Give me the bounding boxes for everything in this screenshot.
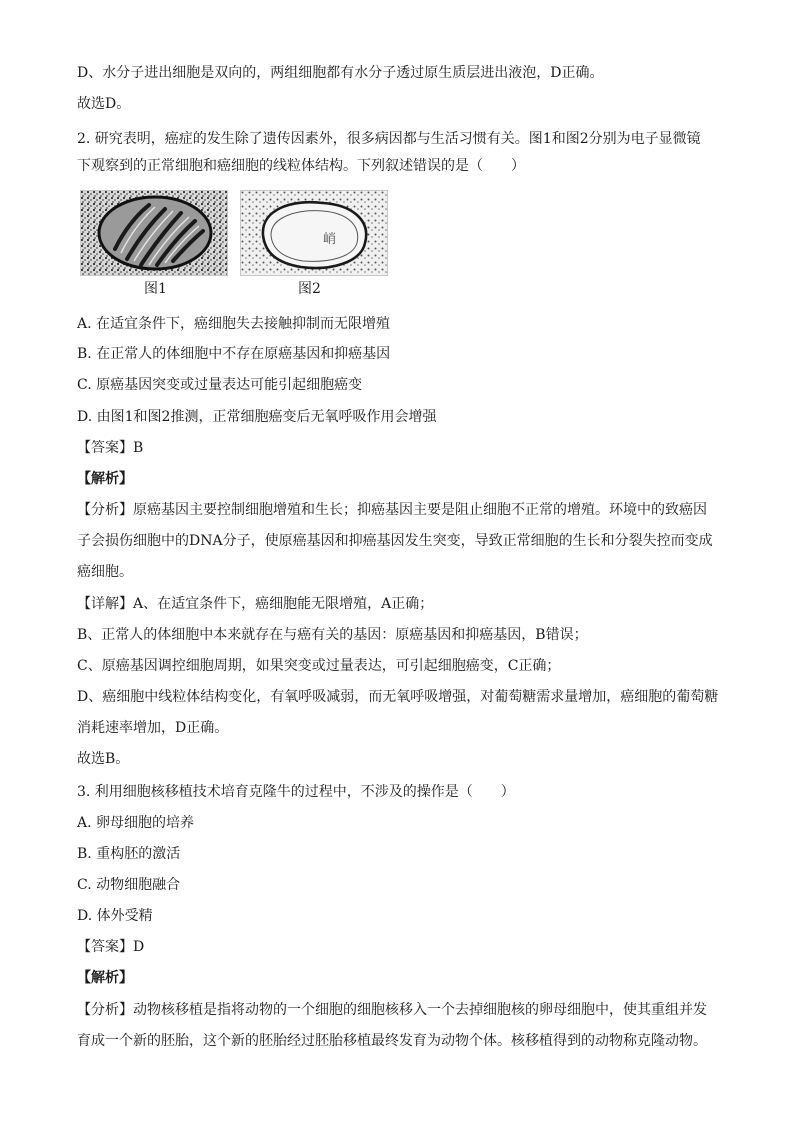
q3-option-c: C. 动物细胞融合 — [77, 877, 181, 893]
q2-analysis-line: 子会损伤细胞中的DNA分子，使原癌基因和抑癌基因发生突变，导致正常细胞的生长和分裂失控而变成 — [77, 533, 713, 549]
prev-option-d-explanation: D、水分子进出细胞是双向的，两组细胞都有水分子透过原生质层进出液泡，D正确。 — [77, 65, 604, 81]
q2-stem-line-2: 下观察到的正常细胞和癌细胞的线粒体结构。下列叙述错误的是（ ） — [77, 158, 525, 174]
q2-conclusion: 故选B。 — [77, 751, 130, 767]
figure-1-image — [81, 191, 227, 275]
prev-conclusion: 故选D。 — [77, 96, 131, 112]
q2-answer: 【答案】B — [77, 440, 144, 456]
figure-2-caption: 图2 — [298, 281, 321, 297]
figure-2-label: 峭 — [323, 232, 337, 247]
figure-2-image — [241, 191, 387, 275]
q3-analysis-line: 【分析】动物核移植是指将动物的一个细胞的细胞核移入一个去掉细胞核的卵母细胞中，使其重组并发 — [77, 1002, 707, 1018]
q3-answer: 【答案】D — [77, 939, 145, 955]
q2-stem-line-1: 2. 研究表明，癌症的发生除了遗传因素外，很多病因都与生活习惯有关。图1和图2分别为电子显微镜 — [77, 131, 701, 147]
q2-option-d: D. 由图1和图2推测，正常细胞癌变后无氧呼吸作用会增强 — [77, 409, 437, 425]
q2-option-a: A. 在适宜条件下，癌细胞失去接触抑制而无限增殖 — [77, 316, 391, 332]
q3-analysis-heading: 【解析】 — [77, 970, 133, 986]
q2-analysis-heading: 【解析】 — [77, 471, 133, 487]
figure-1-caption: 图1 — [144, 281, 167, 297]
q2-detail-line: B、正常人的体细胞中本来就存在与癌有关的基因：原癌基因和抑癌基因，B错误； — [77, 627, 588, 643]
mitochondria-figures — [80, 190, 400, 300]
q2-option-c: C. 原癌基因突变或过量表达可能引起细胞癌变 — [77, 377, 363, 393]
q3-stem: 3. 利用细胞核移植技术培育克隆牛的过程中，不涉及的操作是（ ） — [77, 784, 515, 800]
q3-option-a: A. 卵母细胞的培养 — [77, 815, 195, 831]
q2-option-b: B. 在正常人的体细胞中不存在原癌基因和抑癌基因 — [77, 346, 391, 362]
q2-analysis-line: 癌细胞。 — [77, 564, 133, 580]
q2-analysis-line: 【分析】原癌基因主要控制细胞增殖和生长；抑癌基因主要是阻止细胞不正常的增殖。环境中的致癌因 — [77, 502, 707, 518]
figure-2-cancer-mitochondrion — [240, 190, 388, 276]
figure-1-normal-mitochondrion — [80, 190, 228, 276]
q2-detail-line: D、癌细胞中线粒体结构变化，有氧呼吸减弱，而无氧呼吸增强，对葡萄糖需求量增加，癌细胞的葡萄糖 — [77, 689, 719, 705]
q3-analysis-line: 育成一个新的胚胎，这个新的胚胎经过胚胎移植最终发育为动物个体。核移植得到的动物称克隆动物。 — [77, 1033, 707, 1049]
q2-detail-line: C、原癌基因调控细胞周期，如果突变或过量表达，可引起细胞癌变，C正确； — [77, 658, 561, 674]
q2-detail-line: 【详解】A、在适宜条件下，癌细胞能无限增殖，A正确； — [77, 596, 434, 612]
q3-option-b: B. 重构胚的激活 — [77, 846, 181, 862]
q2-detail-line: 消耗速率增加，D正确。 — [77, 720, 229, 736]
q3-option-d: D. 体外受精 — [77, 908, 153, 924]
